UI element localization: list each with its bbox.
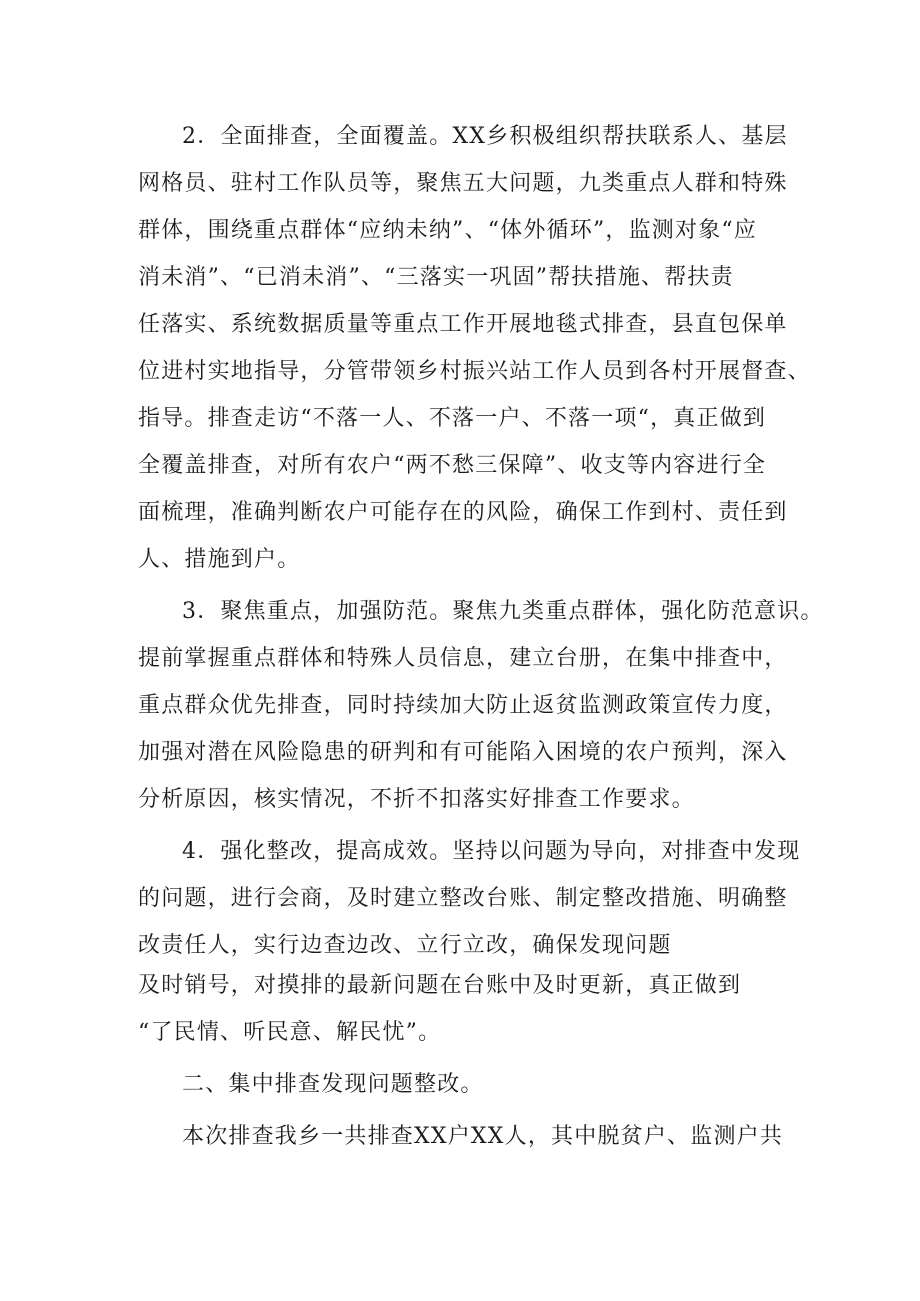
paragraph-4-line-4: 及时销号，对摸排的最新问题在台账中及时更新，真正做到	[138, 973, 742, 998]
paragraph-2-line-5: 任落实、系统数据质量等重点工作开展地毯式排查，县直包保单	[138, 312, 788, 337]
paragraph-4-line-1: 4．强化整改，提高成效。坚持以问题为导向，对排查中发现	[182, 839, 801, 864]
paragraph-4-line-2: 的问题，进行会商，及时建立整改台账、制定整改措施、明确整	[138, 886, 788, 911]
paragraph-2-line-7: 指导。排查走访“不落一人、不落一户、不落一项“，真正做到	[138, 406, 767, 431]
paragraph-2-line-3: 群体，围绕重点群体“应纳未纳”、“体外循环”，监测对象“应	[138, 218, 758, 243]
paragraph-2-line-8: 全覆盖排查，对所有农户“两不愁三保障”、收支等内容进行全	[138, 453, 767, 478]
paragraph-4-line-3: 改责任人，实行边查边改、立行立改，确保发现问题	[138, 933, 672, 958]
paragraph-3-line-3: 重点群众优先排查，同时持续加大防止返贫监测政策宣传力度，	[138, 693, 788, 718]
paragraph-2-line-10: 人、措施到户。	[138, 547, 301, 572]
paragraph-2-line-9: 面梳理，准确判断农户可能存在的风险，确保工作到村、责任到	[138, 500, 788, 525]
paragraph-3-line-5: 分析原因，核实情况，不折不扣落实好排查工作要求。	[138, 787, 695, 812]
paragraph-3-line-4: 加强对潜在风险隐患的研判和有可能陷入困境的农户预判，深入	[138, 740, 788, 765]
paragraph-2-line-6: 位进村实地指导，分管带领乡村振兴站工作人员到各村开展督查、	[138, 359, 811, 384]
paragraph-2-line-1: 2．全面排查，全面覆盖。XX乡积极组织帮扶联系人、基层	[182, 124, 788, 149]
paragraph-4-line-5: “了民情、听民意、解民忧”。	[138, 1020, 442, 1045]
section-heading: 二、集中排查发现问题整改。	[182, 1072, 484, 1097]
paragraph-summary-line-1: 本次排查我乡一共排查XX户XX人，其中脱贫户、监测户共	[182, 1124, 784, 1149]
paragraph-3-line-1: 3．聚焦重点，加强防范。聚焦九类重点群体，强化防范意识。	[182, 599, 824, 624]
paragraph-3-line-2: 提前掌握重点群体和特殊人员信息，建立台册，在集中排查中，	[138, 646, 788, 671]
paragraph-2-line-2: 网格员、驻村工作队员等，聚焦五大问题，九类重点人群和特殊	[138, 171, 788, 196]
paragraph-2-line-4: 消未消”、“已消未消”、“三落实一巩固”帮扶措施、帮扶责	[138, 265, 734, 290]
